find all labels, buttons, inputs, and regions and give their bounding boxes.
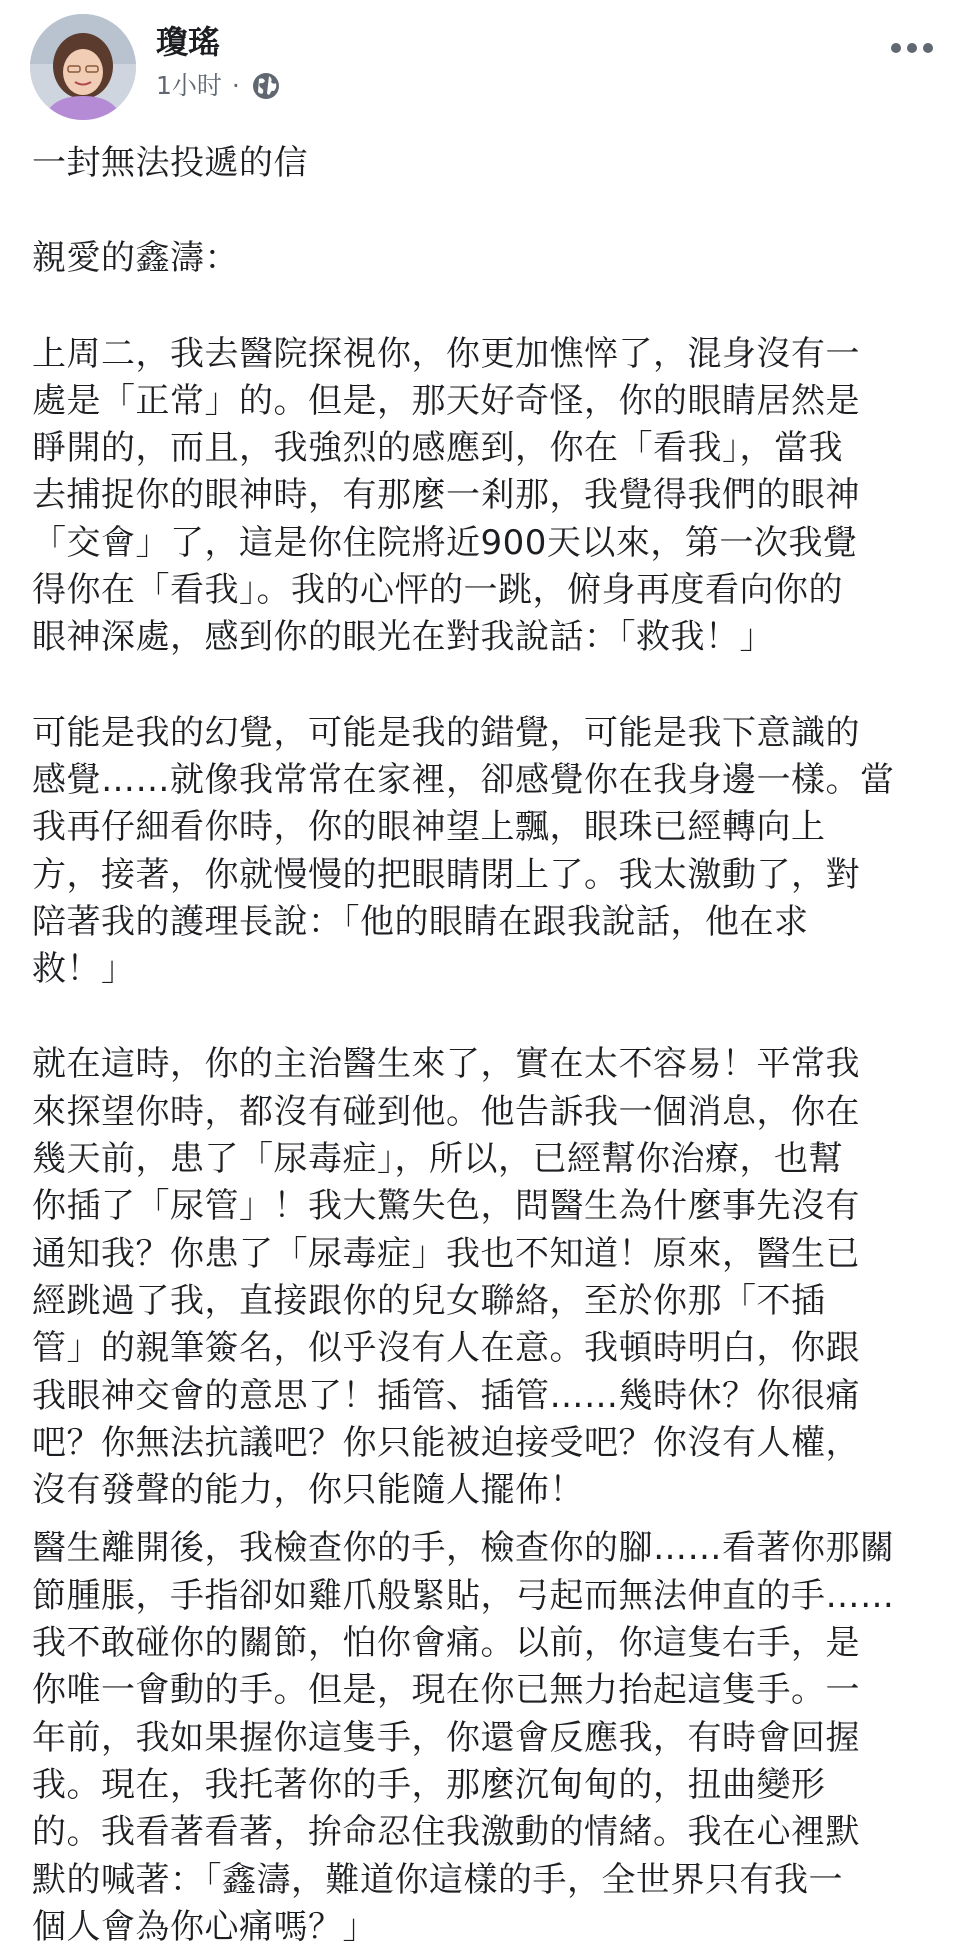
paragraph-1: 上周二，我去醫院探視你，你更加憔悴了，混身沒有一 處是「正常」的。但是，那天好奇怪，你的眼睛居然是 睜開的，而且，我強烈的感應到，你在「看我」，當我 去捕捉你的眼神時，有那麼一剎那，我覺得我們的眼神 「交會」了，這是你住院將近900天以來，第一次我覺 得你在「看我」。我的心怦的一跳，俯身再度看向你的 眼神深處，感到你的眼光在對我說話：「救我！」 xyxy=(32,333,860,658)
timestamp[interactable]: 1小时 xyxy=(156,71,222,100)
post-header xyxy=(0,0,960,140)
salutation: 親愛的鑫濤： xyxy=(32,238,239,279)
avatar[interactable] xyxy=(30,14,136,120)
separator-dot: · xyxy=(231,71,240,100)
globe-icon[interactable] xyxy=(250,70,282,102)
post-meta xyxy=(156,70,282,102)
letter-title: 一封無法投遞的信 xyxy=(32,143,308,183)
paragraph-4: 醫生離開後，我檢查你的手，檢查你的腳……看著你那關 節腫脹，手指卻如雞爪般緊貼，弓起而無法伸直的手…… 我不敢碰你的關節，怕你會痛。以前，你這隻右手，是 你唯一會動的手。但是，現在你已無力抬起這隻手。一 年前，我如果握你這隻手，你還會反應我，有時會回握 我。現在，我托著你的手，那麼沉甸甸的，扭曲變形 的。我看著看著，拚命忍住我激動的情緒。我在心裡默 默的喊著：「鑫濤，難道你這樣的手，全世界只有我一 個人會為你心痛嗎？」 xyxy=(32,1528,895,1947)
more-dots-icon xyxy=(890,42,934,54)
more-options-button[interactable] xyxy=(888,30,936,66)
paragraph-3: 就在這時，你的主治醫生來了，實在太不容易！平常我 來探望你時，都沒有碰到他。他告訴我一個消息，你在 幾天前，患了「尿毒症」，所以，已經幫你治療，也幫 你插了「尿管」！我大驚失色，問醫生為什麼事先沒有 通知我？你患了「尿毒症」我也不知道！原來，醫生已 經跳過了我，直接跟你的兒女聯絡，至於你那「不插 管」的親筆簽名，似乎沒有人在意。我頓時明白，你跟 我眼神交會的意思了！插管、插管……幾時休？你很痛 吧？你無法抗議吧？你只能被迫接受吧？你沒有人權， 沒有發聲的能力，你只能隨人擺佈！ xyxy=(32,1044,860,1511)
avatar-image xyxy=(30,14,136,120)
paragraph-2: 可能是我的幻覺，可能是我的錯覺，可能是我下意識的 感覺……就像我常常在家裡，卻感覺你在我身邊一樣。當 我再仔細看你時，你的眼神望上飄，眼珠已經轉向上 方，接著，你就慢慢的把眼睛閉上了。我太激動了，對 陪著我的護理長說：「他的眼睛在跟我說話，他在求 救！」 xyxy=(32,712,895,990)
author-name[interactable]: 瓊瑤 xyxy=(156,23,221,61)
post-body xyxy=(32,140,937,1951)
